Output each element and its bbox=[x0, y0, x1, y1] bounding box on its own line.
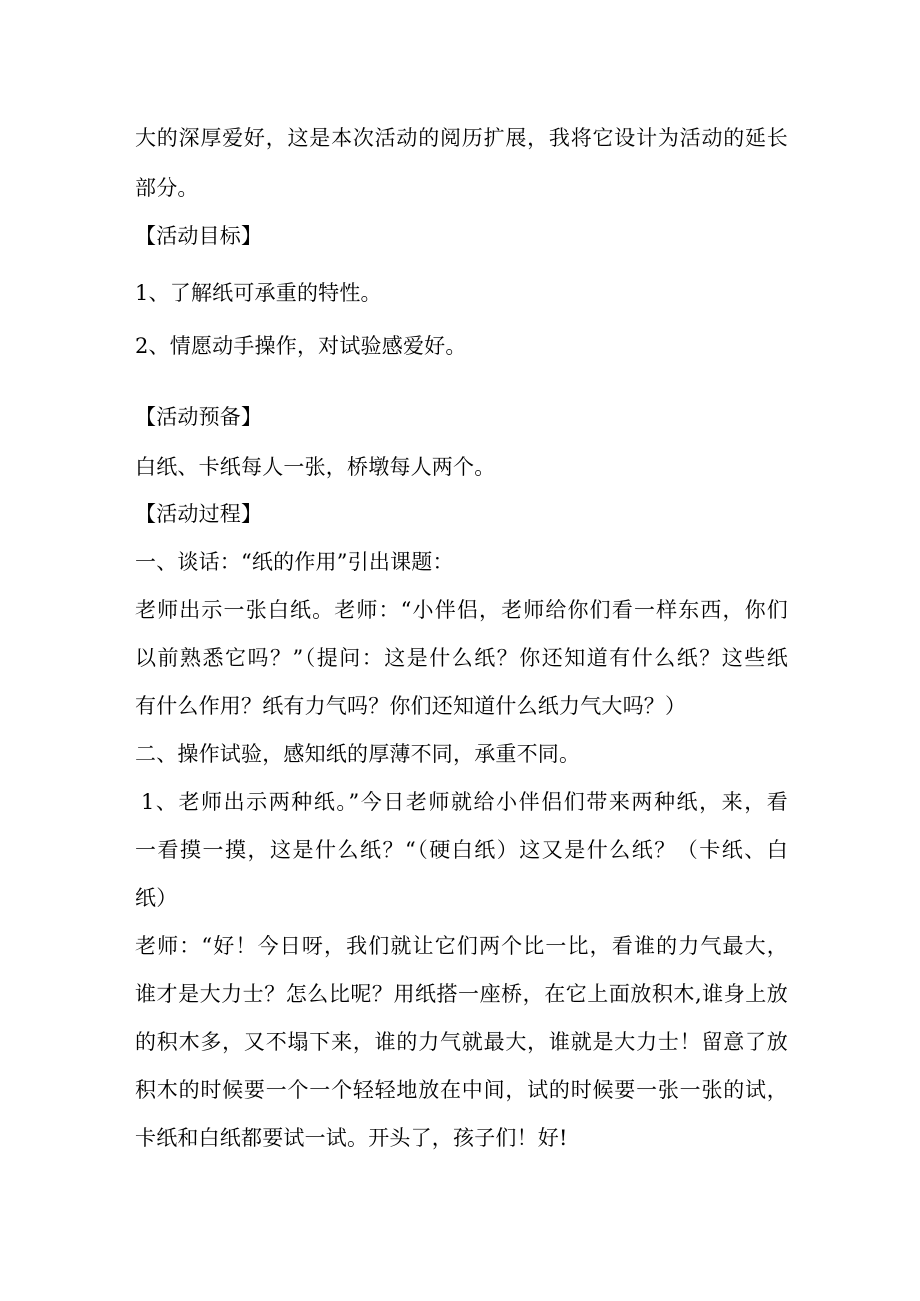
paragraph-line: 1、老师出示两种纸。”今日老师就给小伴侣们带来两种纸，来，看 bbox=[141, 790, 788, 814]
paragraph-line: 谁才是大力士？怎么比呢？用纸搭一座桥，在它上面放积木,谁身上放 bbox=[135, 982, 788, 1006]
section-heading-activity-goals: 【活动目标】 bbox=[135, 224, 263, 248]
paragraph-line: 部分。 bbox=[135, 176, 199, 200]
paragraph-line: 一看摸一摸，这是什么纸？“（硬白纸）这又是什么纸？（卡纸、白 bbox=[135, 838, 788, 862]
step-heading-1: 一、谈话：“纸的作用”引出课题： bbox=[135, 550, 454, 574]
list-item-goal-1: 1、了解纸可承重的特性。 bbox=[135, 281, 382, 305]
list-item-goal-2: 2、情愿动手操作，对试验感爱好。 bbox=[135, 334, 467, 358]
paragraph-line: 老师出示一张白纸。老师：“小伴侣，老师给你们看一样东西，你们 bbox=[135, 598, 788, 622]
paragraph-line: 纸） bbox=[135, 886, 178, 910]
paragraph-line: 老师：“好！今日呀，我们就让它们两个比一比，看谁的力气最大， bbox=[135, 934, 788, 958]
paragraph-line: 的积木多，又不塌下来，谁的力气就最大，谁就是大力士！留意了放 bbox=[135, 1030, 788, 1054]
step-heading-2: 二、操作试验，感知纸的厚薄不同，承重不同。 bbox=[135, 742, 581, 766]
paragraph-line: 卡纸和白纸都要试一试。开头了，孩子们！好! bbox=[135, 1126, 568, 1150]
paragraph-line: 积木的时候要一个一个轻轻地放在中间，试的时候要一张一张的试， bbox=[135, 1078, 788, 1102]
section-heading-activity-process: 【活动过程】 bbox=[135, 502, 263, 526]
paragraph-line: 有什么作用？纸有力气吗？你们还知道什么纸力气大吗？） bbox=[135, 694, 687, 718]
paragraph-line: 以前熟悉它吗？”（提问：这是什么纸？你还知道有什么纸？这些纸 bbox=[135, 646, 788, 670]
paragraph-line: 大的深厚爱好，这是本次活动的阅历扩展，我将它设计为活动的延长 bbox=[135, 126, 788, 150]
paragraph-line: 白纸、卡纸每人一张，桥墩每人两个。 bbox=[135, 455, 496, 479]
section-heading-activity-preparation: 【活动预备】 bbox=[135, 405, 263, 429]
